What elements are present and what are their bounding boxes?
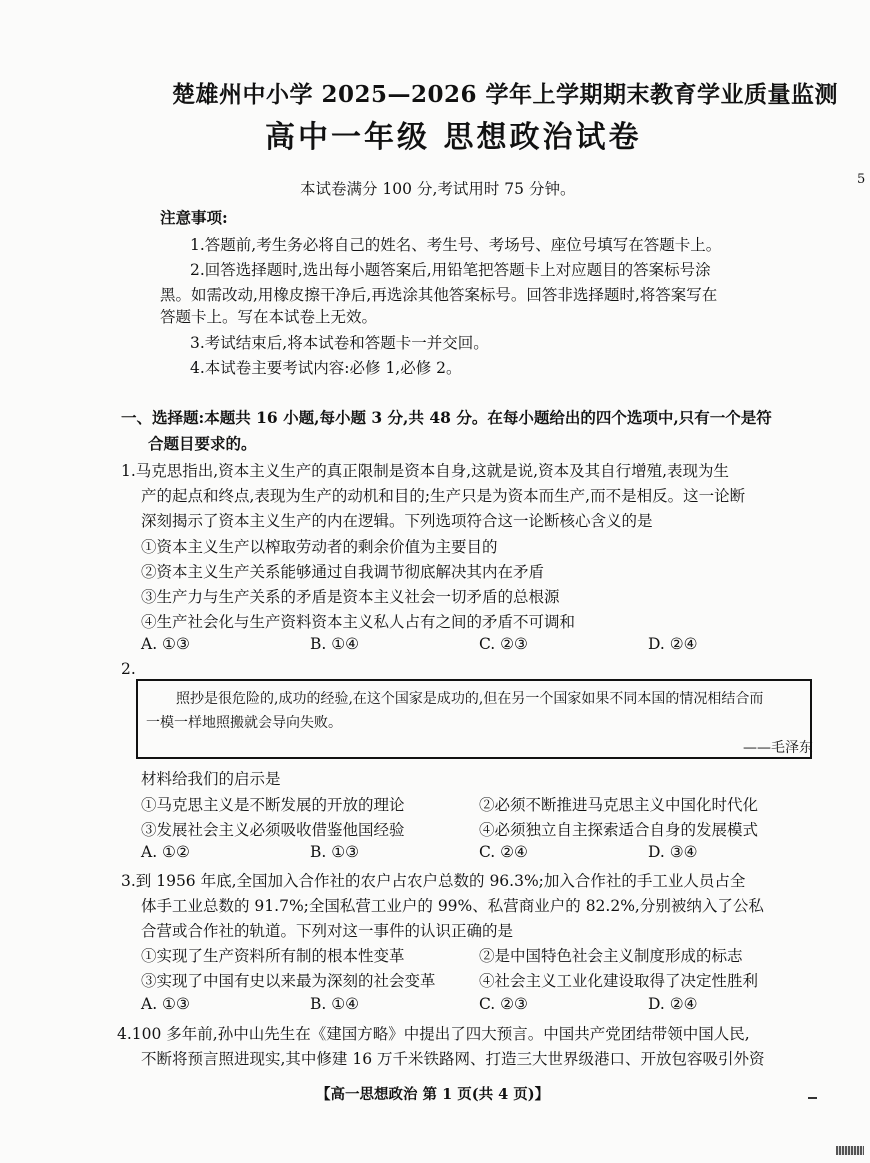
q3-stem: 3.到 1956 年底,全国加入合作社的农户占农户总数的 96.3%;加入合作社的手工业人员占全 xyxy=(121,872,746,890)
note-1: 1.答题前,考生务必将自己的姓名、考生号、考场号、座位号填写在答题卡上。 xyxy=(190,236,722,254)
q3-option-3: ③实现了中国有史以来最为深刻的社会变革 xyxy=(141,972,436,990)
section-heading-cont: 合题目要求的。 xyxy=(148,434,257,453)
q3-option-4: ④社会主义工业化建设取得了决定性胜利 xyxy=(479,972,759,990)
q3-option-2: ②是中国特色社会主义制度形成的标志 xyxy=(479,947,743,965)
q2-quote-line-1: 照抄是很危险的,成功的经验,在这个国家是成功的,但在另一个国家如果不同本国的情况相结合而 xyxy=(176,691,764,707)
note-2b: 黑。如需改动,用橡皮擦干净后,再选涂其他答案标号。回答非选择题时,将答案写在 xyxy=(160,286,718,304)
exam-subtitle: 高中一年级 思想政治试卷 xyxy=(265,120,642,155)
section-heading: 一、选择题:本题共 16 小题,每小题 3 分,共 48 分。在每小题给出的四个选项中,只有一个是符 xyxy=(121,408,772,427)
q1-choice-b: B. ①④ xyxy=(310,635,360,653)
corner-qr-mark xyxy=(836,1146,864,1155)
q3-stem-3: 合营或合作社的轨道。下列对这一事件的认识正确的是 xyxy=(141,922,514,940)
q2-quote-line-2: 一模一样地照搬就会导向失败。 xyxy=(146,715,342,731)
q3-choice-b: B. ①④ xyxy=(310,995,360,1013)
q2-option-1: ①马克思主义是不断发展的开放的理论 xyxy=(141,796,405,814)
exam-info: 本试卷满分 100 分,考试用时 75 分钟。 xyxy=(300,180,576,198)
q3-stem-2: 体手工业总数的 91.7%;全国私营工业户的 99%、私营商业户的 82.2%,分别被纳入了公私 xyxy=(141,897,764,915)
q2-number: 2. xyxy=(121,660,136,678)
q2-option-3: ③发展社会主义必须吸收借鉴他国经验 xyxy=(141,821,405,839)
q2-option-4: ④必须独立自主探索适合自身的发展模式 xyxy=(479,821,759,839)
q3-choice-c: C. ②③ xyxy=(479,995,528,1013)
q2-choice-c: C. ②④ xyxy=(479,843,528,861)
note-2c: 答题卡上。写在本试卷上无效。 xyxy=(160,308,378,326)
note-3: 3.考试结束后,将本试卷和答题卡一并交回。 xyxy=(190,334,489,352)
q3-choice-a: A. ①③ xyxy=(141,995,190,1013)
q1-stem: 1.马克思指出,资本主义生产的真正限制是资本自身,这就是说,资本及其自行增殖,表现为生 xyxy=(121,462,729,480)
q1-stem-3: 深刻揭示了资本主义生产的内在逻辑。下列选项符合这一论断核心含义的是 xyxy=(141,512,653,530)
q2-choice-a: A. ①② xyxy=(141,843,190,861)
margin-mark: 5 xyxy=(857,172,866,187)
q1-option-3: ③生产力与生产关系的矛盾是资本主义社会一切矛盾的总根源 xyxy=(141,588,560,606)
page-footer: 【高一思想政治 第 1 页(共 4 页)】 xyxy=(316,1086,550,1103)
q4-stem: 4.100 多年前,孙中山先生在《建国方略》中提出了四大预言。中国共产党团结带领中国人民, xyxy=(117,1025,750,1043)
q1-option-1: ①资本主义生产以榨取劳动者的剩余价值为主要目的 xyxy=(141,538,498,556)
q1-choice-a: A. ①③ xyxy=(141,635,190,653)
q2-option-2: ②必须不断推进马克思主义中国化时代化 xyxy=(479,796,759,814)
q1-choice-d: D. ②④ xyxy=(648,635,698,653)
note-4: 4.本试卷主要考试内容:必修 1,必修 2。 xyxy=(190,359,462,377)
q2-stem: 材料给我们的启示是 xyxy=(141,770,281,788)
q2-choice-b: B. ①③ xyxy=(310,843,360,861)
notes-heading: 注意事项: xyxy=(160,208,228,227)
exam-title: 楚雄州中小学 2025—2026 学年上学期期末教育学业质量监测 xyxy=(172,81,839,108)
q1-option-2: ②资本主义生产关系能够通过自我调节彻底解决其内在矛盾 xyxy=(141,563,545,581)
q1-choice-c: C. ②③ xyxy=(479,635,528,653)
footer-dash xyxy=(808,1097,817,1099)
q2-choice-d: D. ③④ xyxy=(648,843,698,861)
note-2a: 2.回答选择题时,选出每小题答案后,用铅笔把答题卡上对应题目的答案标号涂 xyxy=(190,261,711,279)
q3-choice-d: D. ②④ xyxy=(648,995,698,1013)
q4-stem-2: 不断将预言照进现实,其中修建 16 万千米铁路网、打造三大世界级港口、开放包容吸引外资 xyxy=(141,1050,765,1068)
q1-option-4: ④生产社会化与生产资料资本主义私人占有之间的矛盾不可调和 xyxy=(141,613,576,631)
q2-quote-source: ——毛泽东 xyxy=(743,740,813,756)
q1-stem-2: 产的起点和终点,表现为生产的动机和目的;生产只是为资本而生产,而不是相反。这一论断 xyxy=(141,487,746,505)
q3-option-1: ①实现了生产资料所有制的根本性变革 xyxy=(141,947,405,965)
